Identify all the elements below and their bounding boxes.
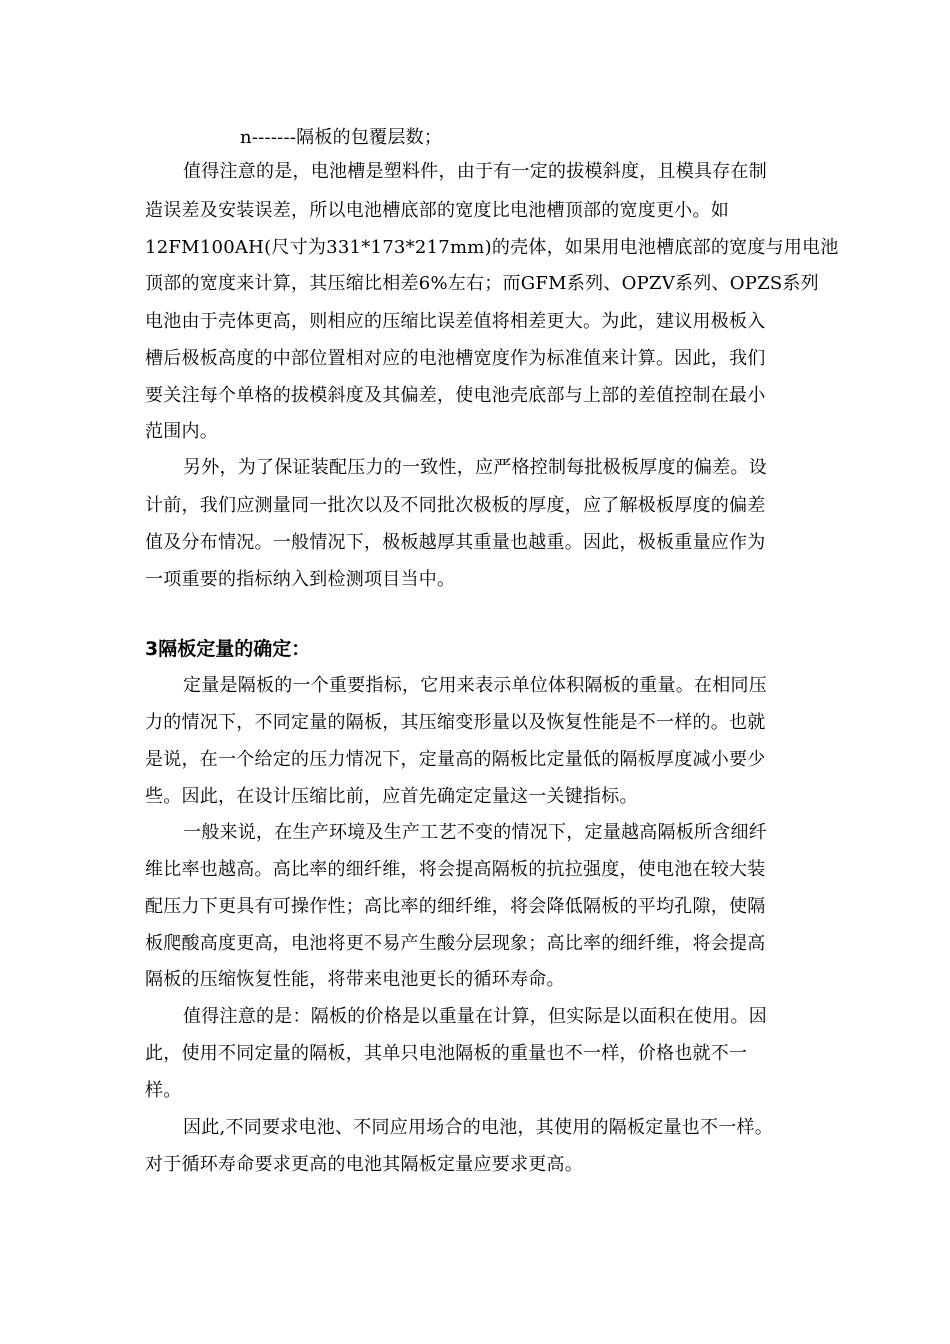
- text-line: 值得注意的是，电池槽是塑料件，由于有一定的拔模斜度，且模具存在制: [183, 161, 767, 182]
- text-line: 槽后极板高度的中部位置相对应的电池槽宽度作为标准值来计算。因此，我们: [145, 348, 766, 369]
- text-line: 维比率也越高。高比率的细纤维，将会提高隔板的抗拉强度，使电池在较大装: [145, 859, 766, 880]
- text-line: 造误差及安装误差，所以电池槽底部的宽度比电池槽顶部的宽度更小。如: [145, 200, 729, 221]
- text-line: 要关注每个单格的拔模斜度及其偏差，使电池壳底部与上部的差值控制在最小: [145, 385, 766, 406]
- text-line: 样。: [145, 1080, 182, 1101]
- text-line: 配压力下更具有可操作性；高比率的细纤维，将会降低隔板的平均孔隙，使隔: [145, 896, 766, 917]
- section-heading: 3隔板定量的确定：: [145, 638, 311, 660]
- text-line: 隔板的压缩恢复性能，将带来电池更长的循环寿命。: [145, 969, 565, 990]
- text-line: 是说，在一个给定的压力情况下，定量高的隔板比定量低的隔板厚度减小要少: [145, 749, 766, 770]
- text-line: 范围内。: [145, 421, 218, 442]
- text-line: 板爬酸高度更高，电池将更不易产生酸分层现象；高比率的细纤维，将会提高: [145, 933, 766, 954]
- text-line: 顶部的宽度来计算，其压缩比相差6%左右；而GFM系列、OPZV系列、OPZS系列: [145, 273, 819, 294]
- variable-definition: n-------隔板的包覆层数；: [240, 127, 443, 148]
- text-line: 因此,不同要求电池、不同应用场合的电池，其使用的隔板定量也不一样。: [183, 1117, 773, 1138]
- text-line: 值得注意的是：隔板的价格是以重量在计算，但实际是以面积在使用。因: [183, 1006, 767, 1027]
- text-line: 一般来说，在生产环境及生产工艺不变的情况下，定量越高隔板所含细纤: [183, 822, 767, 843]
- text-line: 计前，我们应测量同一批次以及不同批次极板的厚度，应了解极板厚度的偏差: [145, 495, 766, 516]
- text-line: 此，使用不同定量的隔板，其单只电池隔板的重量也不一样，价格也就不一: [145, 1043, 748, 1064]
- text-line: 定量是隔板的一个重要指标，它用来表示单位体积隔板的重量。在相同压: [183, 675, 767, 696]
- text-line: 一项重要的指标纳入到检测项目当中。: [145, 569, 456, 590]
- text-line: 值及分布情况。一般情况下，极板越厚其重量也越重。因此，极板重量应作为: [145, 532, 766, 553]
- text-line: 另外，为了保证装配压力的一致性，应严格控制每批极板厚度的偏差。设: [183, 457, 767, 478]
- text-line: 些。因此，在设计压缩比前，应首先确定定量这一关键指标。: [145, 786, 638, 807]
- text-line: 对于循环寿命要求更高的电池其隔板定量应要求更高。: [145, 1154, 583, 1175]
- text-line: 电池由于壳体更高，则相应的压缩比误差值将相差更大。为此，建议用极板入: [145, 311, 766, 332]
- text-line: 12FM100AH(尺寸为331*173*217mm)的壳体，如果用电池槽底部的宽度与用电池: [145, 237, 839, 258]
- text-line: 力的情况下，不同定量的隔板，其压缩变形量以及恢复性能是不一样的。也就: [145, 712, 766, 733]
